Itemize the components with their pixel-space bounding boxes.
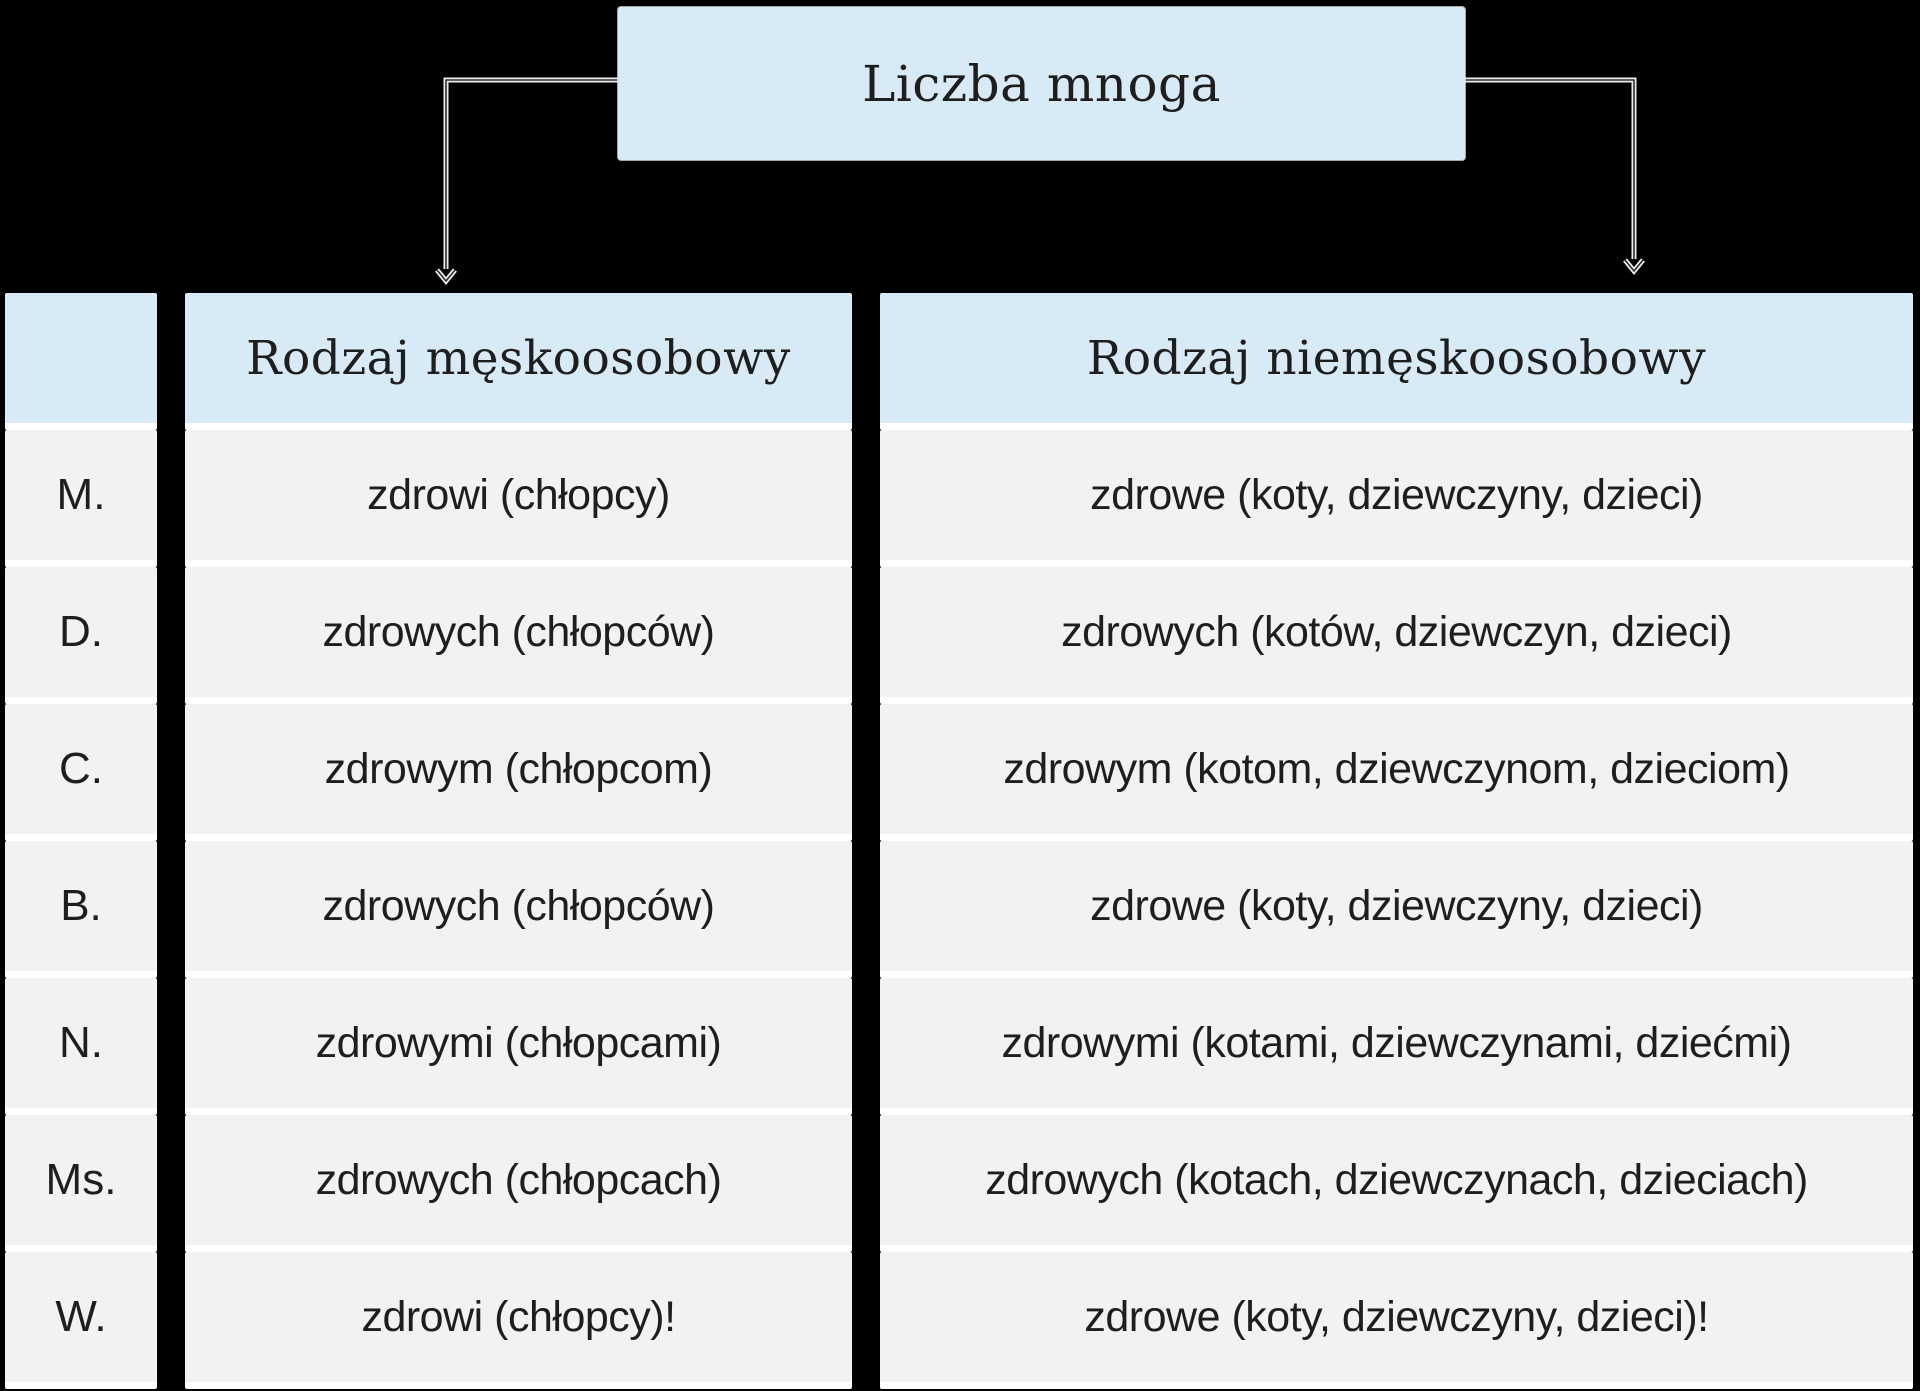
header-masculine: Rodzaj męskoosobowy bbox=[185, 293, 852, 430]
title-box bbox=[618, 7, 1465, 160]
left-arrowhead-icon bbox=[437, 270, 455, 281]
case-label-cell: M. bbox=[5, 430, 157, 567]
case-label-cell: C. bbox=[5, 704, 157, 841]
left-connector-line-core bbox=[446, 80, 620, 269]
masculine-form-cell: zdrowych (chłopcach) bbox=[185, 1115, 852, 1252]
case-label-cell: D. bbox=[5, 567, 157, 704]
case-label-cell: N. bbox=[5, 978, 157, 1115]
header-corner-cell bbox=[5, 293, 157, 430]
right-connector-line-core bbox=[1463, 80, 1634, 259]
nonmasculine-form-cell: zdrowe (koty, dziewczyny, dzieci) bbox=[880, 430, 1913, 567]
nonmasculine-form-cell: zdrowych (kotach, dziewczynach, dzieciach) bbox=[880, 1115, 1913, 1252]
case-label-cell: Ms. bbox=[5, 1115, 157, 1252]
diagram-title: Liczba mnoga bbox=[862, 54, 1221, 113]
nonmasculine-form-cell: zdrowymi (kotami, dziewczynami, dziećmi) bbox=[880, 978, 1913, 1115]
left-elbow-down-arrow bbox=[437, 80, 620, 281]
masculine-form-cell: zdrowymi (chłopcami) bbox=[185, 978, 852, 1115]
case-label-cell: B. bbox=[5, 841, 157, 978]
declension-table bbox=[5, 293, 1913, 1389]
nonmasculine-form-cell: zdrowym (kotom, dziewczynom, dzieciom) bbox=[880, 704, 1913, 841]
nonmasculine-form-cell: zdrowe (koty, dziewczyny, dzieci)! bbox=[880, 1252, 1913, 1389]
nonmasculine-form-cell: zdrowe (koty, dziewczyny, dzieci) bbox=[880, 841, 1913, 978]
right-connector-line bbox=[1463, 80, 1634, 259]
masculine-form-cell: zdrowi (chłopcy)! bbox=[185, 1252, 852, 1389]
left-connector-line bbox=[446, 80, 620, 269]
header-nonmasculine: Rodzaj niemęskoosobowy bbox=[880, 293, 1913, 430]
masculine-form-cell: zdrowych (chłopców) bbox=[185, 567, 852, 704]
masculine-form-cell: zdrowi (chłopcy) bbox=[185, 430, 852, 567]
nonmasculine-form-cell: zdrowych (kotów, dziewczyn, dzieci) bbox=[880, 567, 1913, 704]
case-label-cell: W. bbox=[5, 1252, 157, 1389]
masculine-form-cell: zdrowych (chłopców) bbox=[185, 841, 852, 978]
right-arrowhead-icon bbox=[1625, 260, 1643, 271]
right-elbow-down-arrow bbox=[1463, 80, 1643, 271]
masculine-form-cell: zdrowym (chłopcom) bbox=[185, 704, 852, 841]
